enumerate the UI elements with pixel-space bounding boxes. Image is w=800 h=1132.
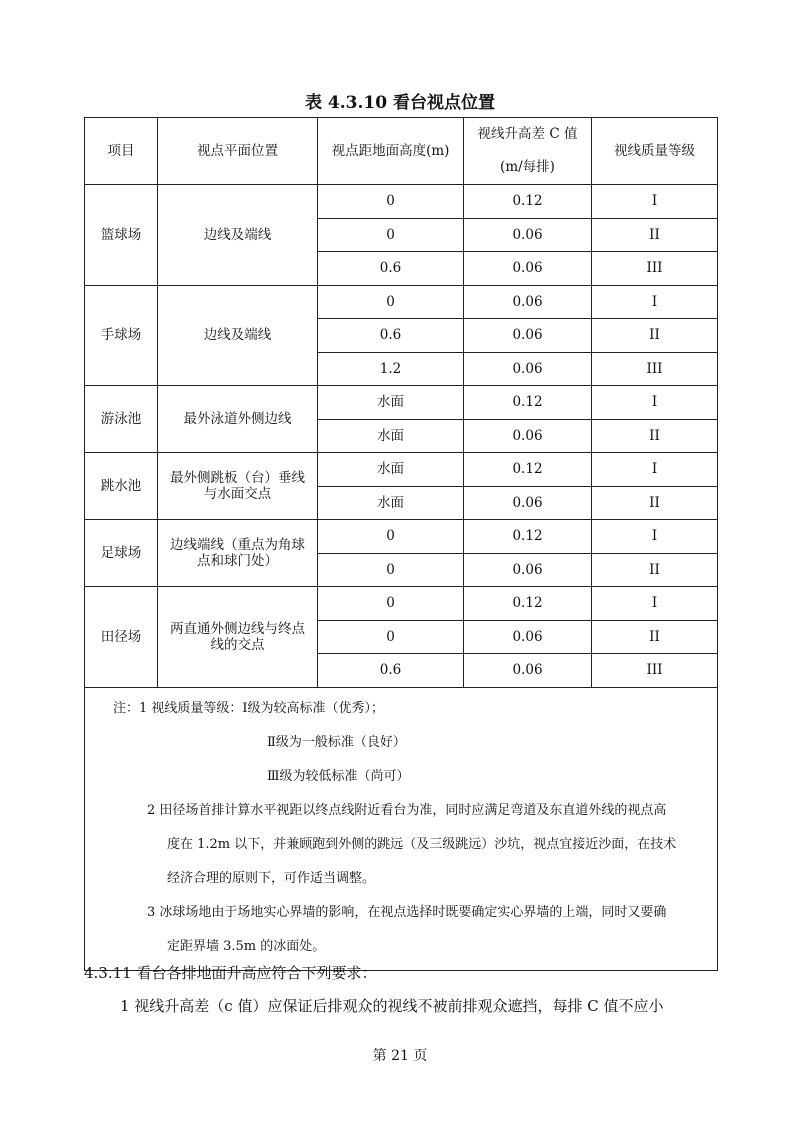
- c-value-cell: 0.12: [464, 386, 592, 420]
- height-cell: 0.6: [318, 654, 464, 688]
- note-3: 3 冰球场地由于场地实心界墙的影响，在视点选择时既要确定实心界墙的上端，同时又要确: [147, 904, 667, 920]
- item-cell: 游泳池: [85, 386, 158, 453]
- c-value-cell: 0.12: [464, 185, 592, 219]
- position-line: 与水面交点: [203, 486, 272, 502]
- c-value-cell: 0.06: [464, 620, 592, 654]
- header-c-value-line2: (m/每排): [500, 159, 555, 175]
- height-cell: 0: [318, 185, 464, 219]
- position-line: 点和球门处）: [197, 553, 278, 569]
- position-cell: 最外泳道外侧边线: [158, 386, 318, 453]
- quality-cell: II: [592, 319, 718, 353]
- notes-cell: [85, 687, 718, 970]
- c-value-cell: 0.06: [464, 553, 592, 587]
- position-line: 线的交点: [210, 636, 265, 653]
- c-value-cell: 0.06: [464, 352, 592, 386]
- quality-cell: I: [592, 285, 718, 319]
- quality-cell: I: [592, 520, 718, 554]
- header-c-value-line1: 视线升高差 C 值: [477, 126, 578, 142]
- header-item: 项目: [85, 118, 158, 185]
- quality-cell: II: [592, 218, 718, 252]
- item-cell: 跳水池: [85, 453, 158, 520]
- c-value-cell: 0.06: [464, 218, 592, 252]
- quality-cell: III: [592, 352, 718, 386]
- quality-cell: I: [592, 185, 718, 219]
- c-value-cell: 0.06: [464, 486, 592, 520]
- note-1-level3: Ⅲ级为较低标准（尚可）: [267, 768, 410, 784]
- height-cell: 水面: [318, 486, 464, 520]
- c-value-cell: 0.06: [464, 419, 592, 453]
- position-line: 边线端线（重点为角球: [170, 537, 305, 553]
- quality-cell: III: [592, 654, 718, 688]
- paragraph-item-1: 1 视线升高差（c 值）应保证后排观众的视线不被前排观众遮挡，每排 C 值不应小: [120, 997, 664, 1015]
- quality-cell: II: [592, 553, 718, 587]
- item-cell: 手球场: [85, 285, 158, 386]
- note-1-level2: Ⅱ级为一般标准（良好）: [267, 734, 406, 750]
- header-quality: 视线质量等级: [592, 118, 718, 185]
- header-height: 视点距地面高度(m): [318, 118, 464, 185]
- table-row: [85, 587, 718, 621]
- note-3-cont: 定距界墙 3.5m 的冰面处。: [167, 938, 326, 954]
- height-cell: 0: [318, 218, 464, 252]
- table-row: [85, 285, 718, 319]
- quality-cell: II: [592, 620, 718, 654]
- position-line: 两直通外侧边线与终点: [170, 620, 305, 637]
- quality-cell: II: [592, 486, 718, 520]
- table-header-row: [85, 118, 718, 185]
- quality-cell: I: [592, 453, 718, 487]
- height-cell: 1.2: [318, 352, 464, 386]
- quality-cell: III: [592, 252, 718, 286]
- notes-row: [85, 687, 718, 970]
- height-cell: 水面: [318, 419, 464, 453]
- position-cell: [158, 520, 318, 587]
- note-2-cont: 度在 1.2m 以下，并兼顾跑到外侧的跳远（及三级跳远）沙坑，视点宜接近沙面，在技术: [167, 836, 677, 852]
- height-cell: 0.6: [318, 319, 464, 353]
- position-line: 最外侧跳板（台）垂线: [170, 470, 305, 486]
- height-cell: 0: [318, 285, 464, 319]
- height-cell: 水面: [318, 453, 464, 487]
- c-value-cell: 0.06: [464, 252, 592, 286]
- quality-cell: I: [592, 386, 718, 420]
- item-cell: 足球场: [85, 520, 158, 587]
- page-number: 第 21 页: [372, 1048, 428, 1064]
- c-value-cell: 0.12: [464, 520, 592, 554]
- height-cell: 0: [318, 587, 464, 621]
- position-cell: [158, 453, 318, 520]
- table-row: [85, 453, 718, 487]
- position-cell: 边线及端线: [158, 185, 318, 286]
- item-cell: 田径场: [85, 587, 158, 688]
- position-cell: [158, 587, 318, 688]
- header-position: 视点平面位置: [158, 118, 318, 185]
- viewpoint-table: [84, 117, 718, 971]
- height-cell: 0.6: [318, 252, 464, 286]
- c-value-cell: 0.06: [464, 654, 592, 688]
- height-cell: 0: [318, 520, 464, 554]
- table-row: [85, 185, 718, 219]
- header-c-value: [464, 118, 592, 185]
- c-value-cell: 0.06: [464, 319, 592, 353]
- note-2-cont2: 经济合理的原则下，可作适当调整。: [167, 870, 376, 886]
- quality-cell: I: [592, 587, 718, 621]
- c-value-cell: 0.06: [464, 285, 592, 319]
- height-cell: 0: [318, 620, 464, 654]
- table-row: [85, 520, 718, 554]
- item-cell: 篮球场: [85, 185, 158, 286]
- note-2: 2 田径场首排计算水平视距以终点线附近看台为准，同时应满足弯道及东直道外线的视点高: [147, 802, 667, 818]
- note-1: 注：1 视线质量等级：Ⅰ级为较高标准（优秀）；: [113, 700, 385, 716]
- table-title: 表 4.3.10 看台视点位置: [305, 93, 495, 113]
- c-value-cell: 0.12: [464, 587, 592, 621]
- position-cell: 边线及端线: [158, 285, 318, 386]
- height-cell: 水面: [318, 386, 464, 420]
- section-heading: 4.3.11 看台各排地面升高应符合下列要求：: [84, 964, 377, 982]
- table-row: [85, 386, 718, 420]
- quality-cell: II: [592, 419, 718, 453]
- height-cell: 0: [318, 553, 464, 587]
- c-value-cell: 0.12: [464, 453, 592, 487]
